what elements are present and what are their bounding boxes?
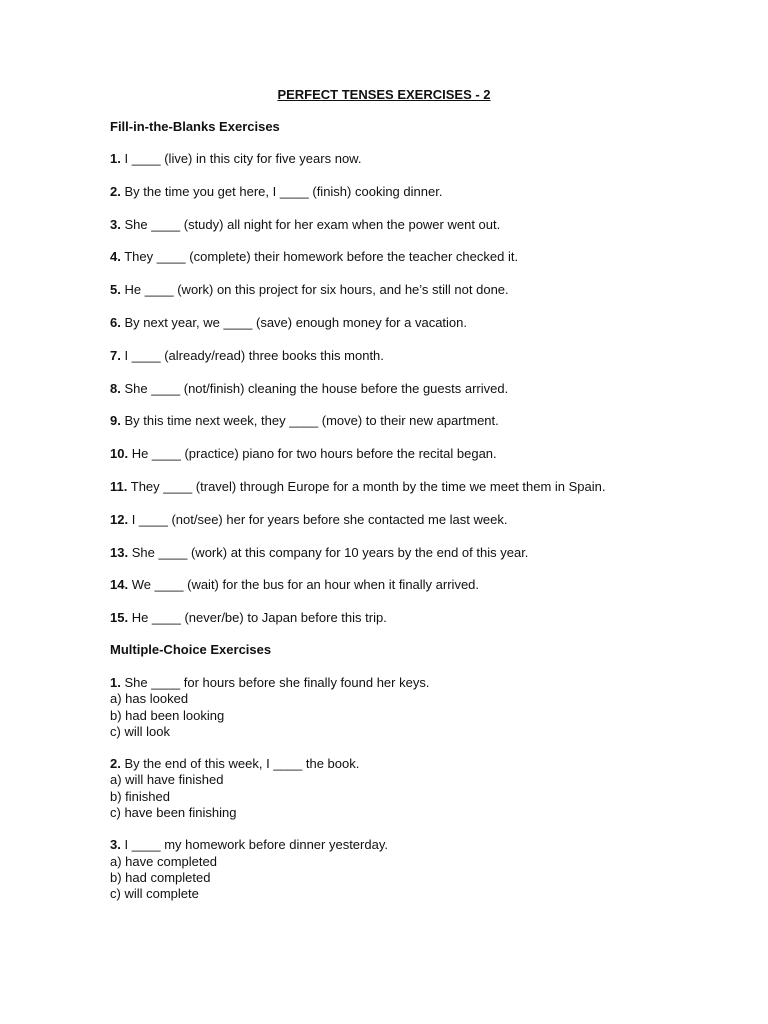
mc-question-block	[110, 675, 730, 740]
exercise-number: 14.	[110, 577, 129, 593]
exercise-number: 9.	[110, 413, 121, 429]
exercise-text: She ____ (work) at this company for 10 years by the end of this year.	[131, 544, 529, 560]
mc-option: b) had been looking	[110, 707, 225, 723]
exercise-number: 11.	[110, 478, 128, 494]
exercise-item	[110, 315, 730, 348]
mc-option: c) will complete	[110, 886, 199, 902]
exercise-number: 3.	[110, 216, 121, 232]
exercise-text: I ____ (not/see) her for years before she contacted me last week.	[131, 511, 508, 527]
exercise-text: She ____ (not/finish) cleaning the house before the guests arrived.	[124, 380, 509, 396]
exercise-number: 6.	[110, 314, 121, 330]
mc-option: b) had completed	[110, 869, 211, 885]
exercise-text: I ____ (live) in this city for five years now.	[124, 151, 362, 166]
fill-in-blanks-list	[110, 151, 730, 643]
mc-question-text: I ____ my homework before dinner yesterday.	[124, 837, 388, 853]
fill-in-blanks-heading: Fill-in-the-Blanks Exercises	[110, 119, 280, 134]
exercise-text: By this time next week, they ____ (move) to their new apartment.	[124, 413, 499, 429]
mc-question-text: She ____ for hours before she finally found her keys.	[124, 675, 430, 690]
mc-option: c) have been finishing	[110, 805, 237, 821]
exercise-number: 10.	[110, 446, 129, 462]
exercise-text: We ____ (wait) for the bus for an hour when it finally arrived.	[131, 577, 480, 593]
mc-option: b) finished	[110, 788, 170, 804]
mc-option: a) has looked	[110, 691, 189, 707]
exercise-number: 4.	[110, 249, 121, 265]
exercise-item	[110, 545, 730, 578]
exercise-number: 7.	[110, 347, 121, 363]
exercise-item	[110, 217, 730, 250]
exercise-text: By next year, we ____ (save) enough money for a vacation.	[124, 314, 468, 330]
exercise-number: 13.	[110, 544, 129, 560]
mc-question-block	[110, 837, 730, 902]
exercise-item	[110, 348, 730, 381]
exercise-number: 1.	[110, 151, 121, 166]
mc-question-number: 3.	[110, 837, 121, 853]
exercise-text: He ____ (work) on this project for six hours, and he’s still not done.	[124, 282, 509, 298]
exercise-text: He ____ (practice) piano for two hours before the recital began.	[131, 446, 497, 462]
exercise-item	[110, 413, 730, 446]
exercise-text: By the time you get here, I ____ (finish) cooking dinner.	[124, 183, 443, 199]
mc-question-block	[110, 756, 730, 821]
mc-question-number: 2.	[110, 756, 121, 772]
exercise-item	[110, 282, 730, 315]
exercise-item	[110, 610, 730, 643]
exercise-text: He ____ (never/be) to Japan before this trip.	[131, 610, 387, 626]
exercise-item	[110, 577, 730, 610]
multiple-choice-heading: Multiple-Choice Exercises	[110, 642, 272, 657]
mc-option: a) have completed	[110, 853, 217, 869]
mc-option: c) will look	[110, 723, 170, 739]
exercise-text: They ____ (complete) their homework before the teacher checked it.	[124, 249, 519, 265]
mc-question	[110, 675, 730, 691]
exercise-text: They ____ (travel) through Europe for a month by the time we meet them in Spain.	[130, 478, 606, 494]
exercise-number: 15.	[110, 610, 129, 626]
mc-option: a) will have finished	[110, 772, 224, 788]
mc-question	[110, 756, 730, 772]
exercise-item	[110, 479, 730, 512]
exercise-item	[110, 184, 730, 217]
mc-question-number: 1.	[110, 675, 121, 690]
mc-question-text: By the end of this week, I ____ the book.	[124, 756, 360, 772]
exercise-number: 5.	[110, 282, 121, 298]
multiple-choice-list	[110, 675, 730, 919]
exercise-item	[110, 381, 730, 414]
exercise-item	[110, 249, 730, 282]
exercise-item	[110, 512, 730, 545]
exercise-number: 8.	[110, 380, 121, 396]
page-title: PERFECT TENSES EXERCISES - 2	[277, 87, 491, 102]
exercise-text: I ____ (already/read) three books this month.	[124, 347, 384, 363]
exercise-number: 12.	[110, 511, 129, 527]
exercise-item	[110, 446, 730, 479]
exercise-text: She ____ (study) all night for her exam when the power went out.	[124, 216, 501, 232]
mc-question	[110, 837, 730, 853]
exercise-number: 2.	[110, 183, 121, 199]
exercise-item	[110, 151, 730, 184]
